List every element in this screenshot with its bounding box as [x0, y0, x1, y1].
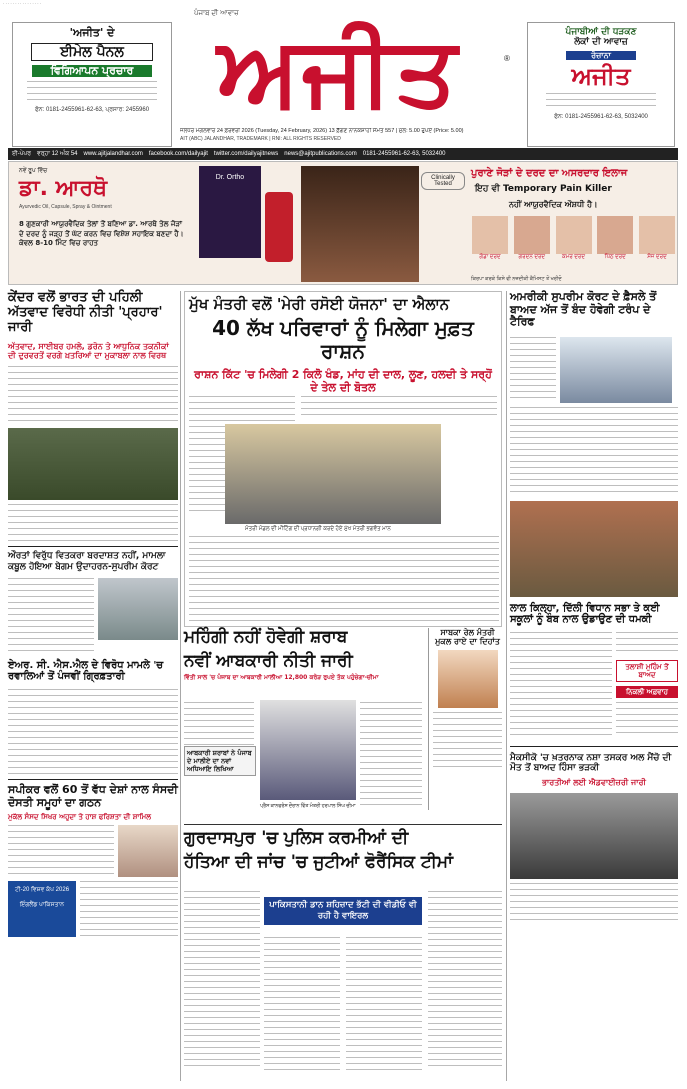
divider: [510, 746, 678, 747]
ad-pain-killer-line: ਇਹ ਵੀ Temporary Pain Killer: [475, 184, 612, 194]
print-slug: · · · · · · · · · · · · · · · ·: [3, 1, 41, 6]
side-story-body: [433, 712, 502, 772]
ad-headline: ਪੁਰਾਣੇ ਜੋੜਾਂ ਦੇ ਦਰਦ ਦਾ ਅਸਰਦਾਰ ਇਲਾਜ: [471, 168, 628, 179]
divider: [8, 546, 178, 547]
right-ear-line2: ਲੋਕਾਂ ਦੀ ਆਵਾਜ਼: [574, 37, 628, 48]
ad-pain-point-label: ਗੋਡਾ ਦਰਦ: [479, 254, 501, 260]
ad-product-label: Dr. Ortho: [215, 174, 245, 181]
right-story-3-body: [510, 883, 678, 921]
supreme-court-photo: [98, 578, 178, 640]
center-lead-story: [184, 291, 502, 627]
ad-brand: ਡਾ. ਆਰਥੋ: [19, 176, 108, 201]
gurdaspur-body-mid1: [264, 937, 340, 1071]
liquor-body-right: [360, 702, 422, 806]
search-box-label: ਤਲਾਸ਼ੀ ਮੁਹਿੰਮ ਤੋਂ ਬਾਅਦ: [616, 660, 678, 682]
ad-model-photo: [301, 166, 419, 282]
ad-pain-point-image: [514, 216, 550, 254]
ad-pain-point-label: ਕਮਰ ਦਰਦ: [561, 254, 585, 260]
right-story-2-body-bottom: [616, 702, 678, 738]
ad-footer: ਕਿਰਪਾ ਕਰਕੇ ਕਿਸੇ ਵੀ ਨਜ਼ਦੀਕੀ ਕੈਮਿਸਟ ਤੋਂ ਖਰੀਦੋ: [471, 276, 562, 282]
website-link[interactable]: www.ajitjalandhar.com: [83, 151, 143, 157]
right-ear-contact: ਫੋਨ: 0181-2455961-62-63, 5032400: [554, 114, 648, 121]
left-column: [8, 291, 178, 1081]
ad-pain-point: [596, 216, 634, 272]
right-story-2-body: [510, 632, 612, 740]
right-ear-line1: ਪੰਜਾਬੀਆਂ ਦੀ ਧੜਕਣ: [565, 27, 637, 37]
t20-badge-title: ਟੀ-20 ਵਿਸ਼ਵ ਕੱਪ 2026: [14, 887, 70, 894]
registration-line: AIT (ABC) JALANDHAR, TRADEMARK | RNI: ALL RIGHTS RESERVED: [180, 136, 341, 142]
gurdaspur-headline-1: ਗੁਰਦਾਸਪੁਰ 'ਚ ਪੁਲਿਸ ਕਰਮੀਆਂ ਦੀ: [184, 828, 409, 848]
pak-box: ਪਾਕਿਸਤਾਨੀ ਡਾਨ ਸ਼ਹਿਜ਼ਾਦ ਭੱਟੀ ਦੀ ਵੀਡੀਓ ਵੀ ਰਹੀ ਹੈ ਵਾਇਰਲ: [264, 897, 422, 925]
t20-row: [8, 881, 178, 937]
ad-pain-points: [471, 216, 676, 272]
facebook-link[interactable]: facebook.com/dailyajit: [148, 151, 208, 157]
left-story-3-headline: ਏਅਰ. ਸੀ. ਐਸ.ਐਲ ਦੇ ਵਿਰੋਧ ਮਾਮਲੇ 'ਚ ਰਵਾਲਿਆਂ ਤੋਂ ਪੰਜਵੀਂ ਗ੍ਰਿਫ਼ਤਾਰੀ: [8, 659, 164, 683]
left-story-1-body: [8, 366, 178, 424]
left-ear-line2: ਈਮੇਲ ਪੈਨਲ: [31, 43, 153, 61]
right-story-2-headline: ਲਾਲ ਕਿਲ੍ਹਾ, ਦਿੱਲੀ ਵਿਧਾਨ ਸਭਾ ਤੇ ਕਈ ਸਕੂਲਾਂ ਨੂੰ ਬੰਬ ਨਾਲ ਉਡਾਉਣ ਦੀ ਧਮਕੀ: [510, 602, 660, 626]
ad-pain-point-image: [639, 216, 675, 254]
right-story-1-body-left: [510, 337, 556, 403]
dateline: ਜਲੰਧਰ ਮੰਗਲਵਾਰ 24 ਫ਼ਰਵਰੀ 2026 (Tuesday, 24 February, 2026) 13 ਫ਼ੱਗਣ ਨਾਨਕਸ਼ਾਹੀ ਸੰਮਤ 557 | ਮੁੱਲ: 5.00 ਰੁਪਏ (Price: 5.00): [180, 128, 464, 134]
left-ear-text-lines: [27, 81, 157, 103]
advertisement: [8, 161, 678, 285]
ad-pain-point: [513, 216, 551, 272]
lead-headline-1: ਮੁੱਖ ਮੰਤਰੀ ਵਲੋਂ 'ਮੇਰੀ ਰਸੋਈ ਯੋਜਨਾ' ਦਾ ਐਲਾਨ: [189, 295, 450, 313]
right-story-2-boxes: [616, 632, 678, 740]
left-story-1-body-2: [8, 504, 178, 542]
left-story-1-subhead: ਅੱਤਵਾਦ, ਸਾਈਬਰ ਹਮਲੇ, ਡਰੋਨ ਤੇ ਆਧੁਨਿਕ ਤਕਨੀਕਾਂ ਦੀ ਦੁਰਵਰਤੋਂ ਵਰਗੇ ਖ਼ਤਰਿਆਂ ਦਾ ਮੁਕਾਬਲਾ ਨਾਲ ਵਿਰਥ: [8, 341, 169, 360]
right-column: [510, 291, 678, 1081]
ad-copy: 8 ਗੁਣਕਾਰੀ ਆਯੁਰਵੈਦਿਕ ਤੇਲਾਂ ਤੋਂ ਬਣਿਆ ਡਾ. ਆਰਥੋ ਤੇਲ ਜੋੜਾਂ ਦੇ ਦਰਦ ਨੂੰ ਜੜ੍ਹ ਤੋਂ ਘੱਟ ਕਰਨ ਵਿਚ ਵਿਸ਼ੇਸ਼ ਸਹਾਇਕ ਬਣਦਾ ਹੈ। ਕੇਵਲ 8-10 ਮਿੰਟ ਵਿਚ ਰਾਹਤ: [19, 220, 184, 247]
liquor-body-left: [184, 702, 254, 746]
email-link[interactable]: news@ajitpublications.com: [284, 151, 357, 157]
left-ear-line1: 'ਅਜੀਤ' ਦੇ: [69, 26, 115, 39]
t20-badge-teams: ਇੰਗਲੈਂਡ ਪਾਕਿਸਤਾਨ: [20, 902, 64, 909]
left-story-2-body: [8, 578, 94, 656]
left-story-3-body: [8, 689, 178, 775]
ad-product-box-small: [265, 192, 293, 262]
left-story-1-photo: [8, 428, 178, 500]
ad-pain-point: [471, 216, 509, 272]
cabinet-meeting-photo: [225, 424, 441, 524]
right-ear-panel: [527, 22, 675, 147]
ad-pain-point-image: [597, 216, 633, 254]
left-story-4-body: [8, 825, 114, 877]
left-ear-panel: [12, 22, 172, 147]
left-ear-line3: ਵਿਗਿਆਪਨ ਪ੍ਰਚਾਰ: [32, 65, 152, 78]
right-ear-title: ਅਜੀਤ: [571, 61, 631, 90]
gurdaspur-headline-2: ਹੱਤਿਆ ਦੀ ਜਾਂਚ 'ਚ ਜੁਟੀਆਂ ਫੋਰੈਂਸਿਕ ਟੀਮਾਂ: [184, 851, 453, 872]
liquor-quote: ਆਬਕਾਰੀ ਸ਼ਰਾਬਾਂ ਨੇ ਪੰਜਾਬ ਦੇ ਮਾਲੀਏ ਦਾ ਨਵਾਂ ਅਧਿਆਇ ਲਿਖਿਆ: [184, 746, 256, 776]
right-ear-tag: ਰੋਜ਼ਾਨਾ: [566, 51, 636, 60]
liquor-subhead: ਵਿੱਤੀ ਸਾਲ 'ਚ ਪੰਜਾਬ ਦਾ ਆਬਕਾਰੀ ਮਾਲੀਆ 12,800 ਕਰੋੜ ਰੁਪਏ ਤੱਕ ਪਹੁੰਚੇਗਾ-ਚੀਮਾ: [184, 674, 379, 682]
ad-ayurvedic-line: ਨਹੀਂ ਆਯੁਰਵੈਦਿਕ ਔਸ਼ਧੀ ਹੈ।: [509, 200, 598, 209]
ad-product-box: [199, 166, 261, 258]
red-fort-photo: [510, 501, 678, 597]
right-story-1-headline: ਅਮਰੀਕੀ ਸੁਪਰੀਮ ਕੋਰਟ ਦੇ ਫ਼ੈਸਲੇ ਤੋਂ ਬਾਅਦ ਅੱਜ ਤੋਂ ਬੰਦ ਹੋਵੇਗੀ ਟਰੰਪ ਦੇ ਟੈਰਿਫ: [510, 290, 657, 329]
liquor-headline-2: ਨਵੀਂ ਆਬਕਾਰੀ ਨੀਤੀ ਜਾਰੀ: [184, 650, 353, 671]
side-story-headline: ਸਾਬਕਾ ਰੇਲ ਮੰਤਰੀ ਮੁਕਲ ਰਾਏ ਦਾ ਦਿਹਾਂਤ: [435, 628, 500, 647]
right-story-3-headline: ਮੈਕਸੀਕੋ 'ਚ ਖ਼ਤਰਨਾਕ ਨਸ਼ਾ ਤਸਕਰ ਅਲ ਮੈਂਚੋ ਦੀ ਮੌਤ ਤੋਂ ਬਾਅਦ ਹਿੰਸਾ ਭੜਕੀ: [510, 752, 672, 774]
left-ear-contact: ਫੋਨ: 0181-2455961-62-63, ਪ੍ਰਸਾਰ: 2455960: [34, 107, 150, 114]
right-story-2-body-row: [510, 632, 678, 740]
gurdaspur-story: [184, 824, 502, 1076]
side-story: [428, 628, 502, 810]
left-story-4-body-row: [8, 825, 178, 877]
liquor-headline-1: ਮਹਿੰਗੀ ਨਹੀਂ ਹੋਵੇਗੀ ਸ਼ਰਾਬ: [184, 627, 348, 647]
right-story-2-body-top: [616, 632, 678, 656]
liquor-story: [184, 628, 502, 814]
t20-badge: [8, 881, 76, 937]
ad-clinically-tested-badge: Clinically Tested: [421, 172, 465, 190]
column-rule: [506, 291, 507, 1081]
lead-photo-caption: ਮੰਤਰੀ ਮੰਡਲ ਦੀ ਮੀਟਿੰਗ ਦੀ ਪ੍ਰਧਾਨਗੀ ਕਰਦੇ ਹੋਏ ਮੁੱਖ ਮੰਤਰੀ ਭਗਵੰਤ ਮਾਨ: [245, 526, 391, 532]
ad-pain-point: [555, 216, 593, 272]
rumor-box-label: ਨਿਕਲੀ ਅਫ਼ਵਾਹ: [616, 686, 678, 698]
gurdaspur-body-mid2: [346, 937, 422, 1071]
tagline: ਪੰਜਾਬ ਦੀ ਆਵਾਜ਼: [194, 10, 239, 17]
right-story-3-subhead: ਭਾਰਤੀਆਂ ਲਈ ਐਡਵਾਈਜ਼ਰੀ ਜਾਰੀ: [542, 777, 646, 787]
ad-brand-pre: ਨਵੇਂ ਰੂਪ ਵਿੱਚ: [19, 168, 48, 174]
trump-photo: [560, 337, 672, 403]
ad-pain-point-label: ਸੋਜ ਦਰਦ: [647, 254, 667, 260]
gurdaspur-body-right: [428, 891, 502, 1071]
t20-body: [80, 881, 178, 937]
gurdaspur-body-left: [184, 891, 260, 1071]
left-story-4-headline: ਸਪੀਕਰ ਵਲੋਂ 60 ਤੋਂ ਵੱਧ ਦੇਸ਼ਾਂ ਨਾਲ ਸੰਸਦੀ ਦੋਸਤੀ ਸਮੂਹਾਂ ਦਾ ਗਠਨ: [8, 782, 178, 809]
left-story-1-headline: ਕੇਂਦਰ ਵਲੋਂ ਭਾਰਤ ਦੀ ਪਹਿਲੀ ਅੱਤਵਾਦ ਵਿਰੋਧੀ ਨੀਤੀ 'ਪ੍ਰਹਾਰ' ਜਾਰੀ: [8, 290, 163, 335]
volume-label: ਵਰ੍ਹਾ 12 ਅੰਕ 54: [37, 150, 78, 157]
ad-pain-point-label: ਗਰਦਨ ਦਰਦ: [518, 254, 546, 260]
mexico-violence-photo: [510, 793, 678, 879]
liquor-photo-caption: ਪ੍ਰੈਸ ਕਾਨਫਰੰਸ ਦੌਰਾਨ ਵਿੱਤ ਮੰਤਰੀ ਹਰਪਾਲ ਸਿੰਘ ਚੀਮਾ: [260, 804, 356, 809]
lead-body-bottom: [189, 536, 499, 624]
right-story-1-body: [510, 407, 678, 495]
column-rule: [180, 291, 181, 1081]
ad-pain-point-image: [556, 216, 592, 254]
divider: [8, 779, 178, 780]
mukul-roy-photo: [438, 650, 498, 708]
right-ear-text-lines: [546, 93, 656, 111]
ad-subtitle: Ayurvedic Oil, Capsule, Spray & Ointment: [19, 204, 112, 210]
ad-pain-point: [638, 216, 676, 272]
contact-strip: [8, 148, 678, 160]
phone-number: 0181-2455961-62-63, 5032400: [362, 151, 446, 157]
ad-pain-point-label: ਪਿੱਠ ਦਰਦ: [604, 254, 626, 260]
finance-minister-photo: [260, 700, 356, 800]
twitter-link[interactable]: twitter.com/dailyajitnews: [213, 151, 279, 157]
epaper-label: ਈ-ਪੇਪਰ: [12, 150, 32, 157]
registered-mark: ®: [504, 54, 510, 63]
speaker-photo: [118, 825, 178, 877]
lead-body-top: [301, 396, 497, 418]
lead-headline-2: 40 ਲੱਖ ਪਰਿਵਾਰਾਂ ਨੂੰ ਮਿਲੇਗਾ ਮੁਫ਼ਤ ਰਾਸ਼ਨ: [212, 316, 474, 364]
left-story-2-body-row: [8, 578, 178, 656]
left-story-4-subhead: ਮੁਕੱਲ ਸੰਸਦ ਸਿਖਰ ਅਹੁਦਾ ਤੇ ਹਾਸ਼ ਫਰਿਸ਼ਤਾ ਦੀ ਸ਼ਾਮਿਲ: [8, 813, 151, 822]
left-story-2-headline: ਔਰਤਾਂ ਵਿਰੁੱਧ ਵਿਤਕਰਾ ਬਰਦਾਸ਼ਤ ਨਹੀਂ, ਮਾਮਲਾ ਕਬੂਲ ਹੋਇਆ ਬੇਗਮ ਉਦਾਹਰਨ-ਸੁਪਰੀਮ ਕੋਰਟ: [8, 551, 166, 572]
ad-pain-point-image: [472, 216, 508, 254]
lead-subhead: ਰਾਸ਼ਨ ਕਿੱਟ 'ਚ ਮਿਲੇਗੀ 2 ਕਿਲੋ ਖੰਡ, ਮਾਂਹ ਦੀ ਦਾਲ, ਲੂਣ, ਹਲਦੀ ਤੇ ਸਰ੍ਹੋਂ ਦੇ ਤੇਲ ਦੀ ਬੋਤਲ: [194, 368, 492, 394]
masthead-title: ਅਜੀਤ: [217, 15, 459, 127]
